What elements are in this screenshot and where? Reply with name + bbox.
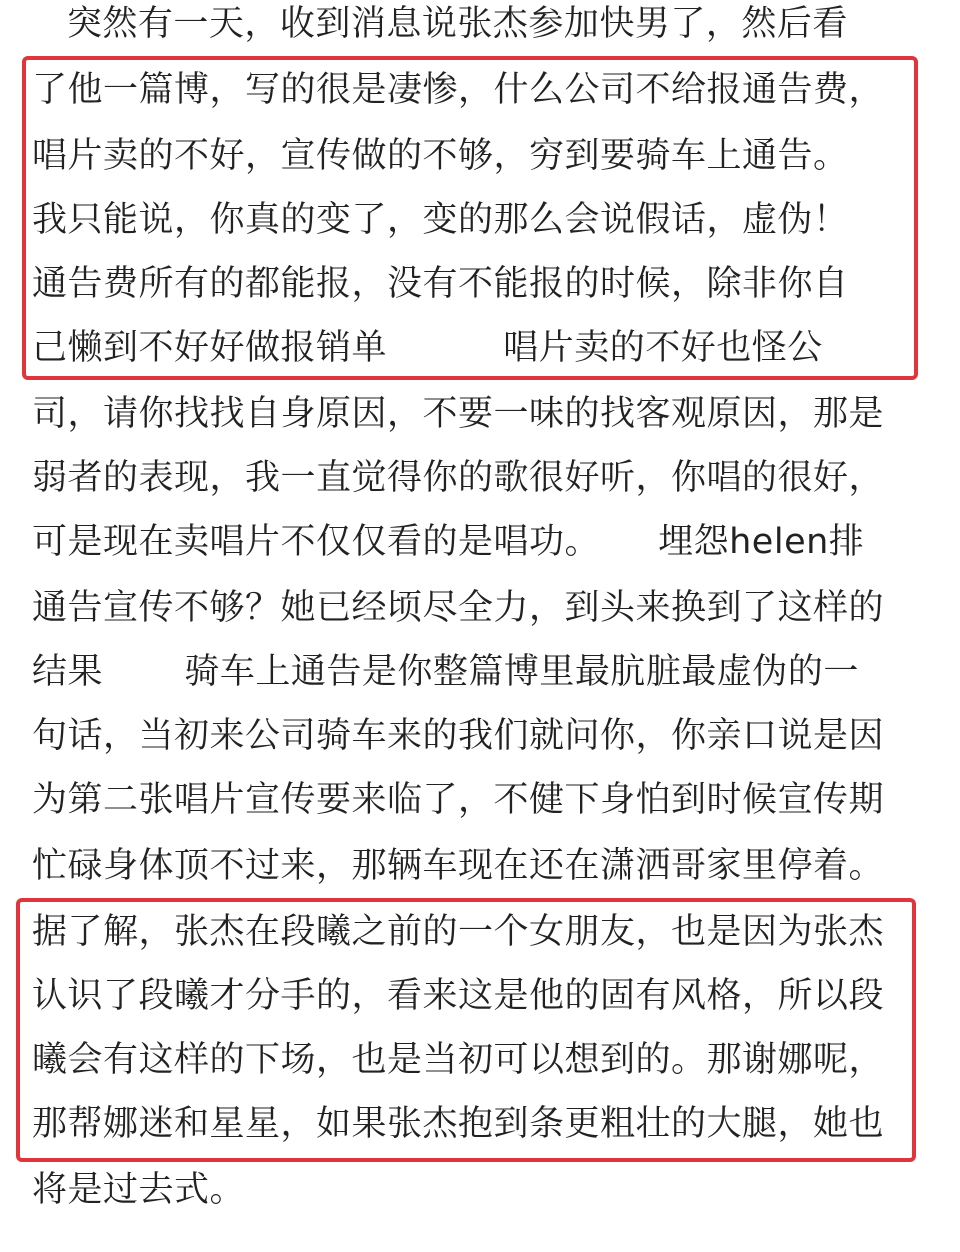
text-line-6: 己懒到不好好做报销单 唱片卖的不好也怪公 bbox=[32, 328, 823, 368]
text-line-14: 忙碌身体顶不过来，那辆车现在还在潇洒哥家里停着。 bbox=[32, 846, 885, 886]
text-line-11: 结果 骑车上通告是你整篇博里最肮脏最虚伪的一 bbox=[32, 652, 859, 692]
text-line-5: 通告费所有的都能报，没有不能报的时候，除非你自 bbox=[32, 264, 849, 304]
text-line-7: 司，请你找找自身原因，不要一味的找客观原因，那是 bbox=[32, 394, 885, 434]
text-line-9: 可是现在卖唱片不仅仅看的是唱功。 埋怨helen排 bbox=[32, 522, 865, 562]
text-line-16: 认识了段曦才分手的，看来这是他的固有风格，所以段 bbox=[32, 976, 885, 1016]
text-line-17: 曦会有这样的下场，也是当初可以想到的。那谢娜呢， bbox=[32, 1040, 885, 1080]
text-line-10: 通告宣传不够？她已经顷尽全力，到头来换到了这样的 bbox=[32, 588, 885, 628]
text-line-13: 为第二张唱片宣传要来临了，不健下身怕到时候宣传期 bbox=[32, 780, 885, 820]
text-line-4: 我只能说，你真的变了，变的那么会说假话，虚伪！ bbox=[32, 200, 849, 240]
text-line-8: 弱者的表现，我一直觉得你的歌很好听，你唱的很好， bbox=[32, 458, 885, 498]
text-line-12: 句话，当初来公司骑车来的我们就问你，你亲口说是因 bbox=[32, 716, 885, 756]
text-line-15: 据了解，张杰在段曦之前的一个女朋友，也是因为张杰 bbox=[32, 912, 885, 952]
text-line-1: 突然有一天，收到消息说张杰参加快男了，然后看 bbox=[32, 4, 848, 44]
text-line-3: 唱片卖的不好，宣传做的不够，穷到要骑车上通告。 bbox=[32, 136, 849, 176]
text-line-18: 那帮娜迷和星星，如果张杰抱到条更粗壮的大腿，她也 bbox=[32, 1104, 885, 1144]
text-line-2: 了他一篇博，写的很是凄惨，什么公司不给报通告费， bbox=[32, 70, 885, 110]
text-line-19: 将是过去式。 bbox=[32, 1170, 246, 1210]
